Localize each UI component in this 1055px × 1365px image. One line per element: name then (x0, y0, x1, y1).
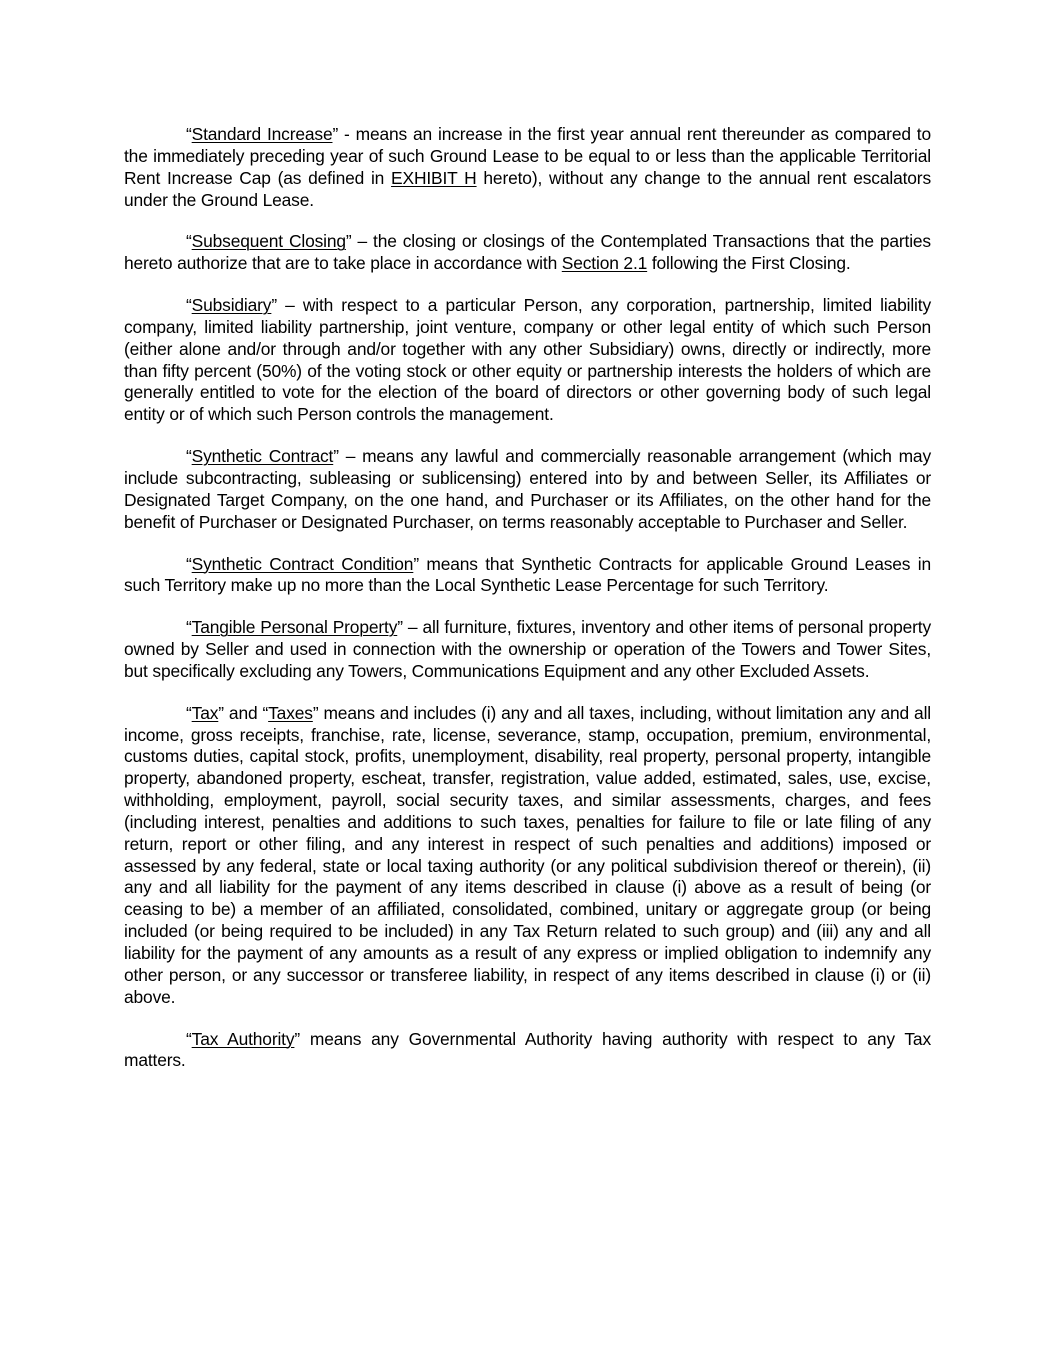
definition-text: ” – means any lawful and commercially reasonable arrangement (which may include subcontracting, subleasing or sublicensing) entered into by and between Seller, its Affiliates or Designated Target Company, on the one hand, and Purchaser or its Affiliates, on the other hand for the benefit of Purchaser or Designated Purchaser, on terms reasonably acceptable to Purchaser and Seller. (124, 446, 931, 532)
defined-term: Synthetic Contract Condition (191, 553, 414, 574)
cross-reference-link[interactable]: EXHIBIT H (391, 167, 477, 188)
open-quote: “ (186, 553, 192, 574)
definition-tax (124, 703, 931, 1009)
defined-term: Taxes (268, 702, 313, 723)
definition-tangible-personal-property (124, 617, 931, 683)
defined-term: Tax Authority (191, 1028, 295, 1049)
definition-text: ” means and includes (i) any and all taxes, including, without limitation any and all income, gross receipts, franchise, rate, license, severance, stamp, occupation, premium, environmental, customs duties, capital stock, profits, unemployment, disability, real property, personal property, intangible property, abandoned property, escheat, transfer, registration, value added, estimated, sales, use, excise, withholding, employment, payroll, social security taxes, and similar assessments, charges, and fees (including interest, penalties and additions to such taxes, penalties for failure to file or late filing of any return, report or other filing, and any interest in respect of such penalties and additions) imposed or assessed by any federal, state or local taxing authority (or any political subdivision thereof or therein), (ii) any and all liability for the payment of any items described in clause (i) above as a result of being (or ceasing to be) a member of an affiliated, consolidated, combined, unitary or aggregate group (or being included (or being required to be included) in any Tax Return related to such group) and (iii) any and all liability for the payment of any amounts as a result of any express or implied obligation to indemnify any other person, or any successor or transferee liability, in respect of any items described in clause (i) or (ii) above. (124, 702, 931, 1007)
defined-term: Standard Increase (191, 124, 333, 144)
definition-text: following the First Closing. (647, 253, 851, 274)
definition-text: ” - means an increase in the first year annual rent thereunder as compared to the immediately preceding year of such Ground Lease to be equal to or less than the applicable Territorial Rent Increase Cap (as defined in (124, 124, 931, 188)
definition-standard-increase (124, 124, 931, 211)
definitions-section (124, 124, 931, 1092)
definition-tax-authority (124, 1029, 931, 1073)
defined-term: Tangible Personal Property (191, 617, 398, 638)
definition-synthetic-contract (124, 446, 931, 533)
open-quote: “ (186, 295, 192, 316)
definition-text: ” means any Governmental Authority having authority with respect to any Tax matters. (124, 1028, 931, 1071)
definition-subsequent-closing (124, 231, 931, 275)
definition-synthetic-contract-condition (124, 554, 931, 598)
definition-text: hereto), without any change to the annual rent escalators under the Ground Lease. (124, 167, 931, 210)
definition-text: ” – the closing or closings of the Contemplated Transactions that the parties hereto authorize that are to take place in accordance with (124, 231, 931, 274)
definition-subsidiary (124, 295, 931, 426)
defined-term: Subsidiary (191, 295, 272, 316)
open-quote: “ (186, 446, 192, 467)
definition-text: ” – all furniture, fixtures, inventory and other items of personal property owned by Seller and used in connection with the ownership or operation of the Towers and Tower Sites, but specifically excluding any Towers, Communications Equipment and any other Excluded Assets. (124, 617, 932, 681)
definition-text: ” – with respect to a particular Person, any corporation, partnership, limited liability company, limited liability partnership, joint venture, company or other legal entity of which such Person (either alone and/or through and/or together with any other Subsidiary) owns, directly or indirectly, more than fifty percent (50%) of the voting stock or other equity or partnership interests the holders of which are generally entitled to vote for the election of the board of directors or other governing body of such legal entity or of which such Person controls the management. (124, 295, 931, 425)
open-quote: “ (186, 617, 192, 638)
cross-reference-link[interactable]: Section 2.1 (561, 253, 648, 274)
defined-term: Tax (191, 702, 219, 723)
defined-term: Synthetic Contract (191, 446, 334, 467)
open-quote: “ (186, 124, 192, 144)
open-quote: “ (186, 231, 192, 252)
definition-text: ” means that Synthetic Contracts for applicable Ground Leases in such Territory make up no more than the Local Synthetic Lease Percentage for such Territory. (124, 553, 931, 596)
defined-term: Subsequent Closing (191, 231, 346, 252)
open-quote: “ (186, 702, 192, 723)
definition-text: ” and “ (218, 702, 269, 723)
open-quote: “ (186, 1028, 192, 1049)
